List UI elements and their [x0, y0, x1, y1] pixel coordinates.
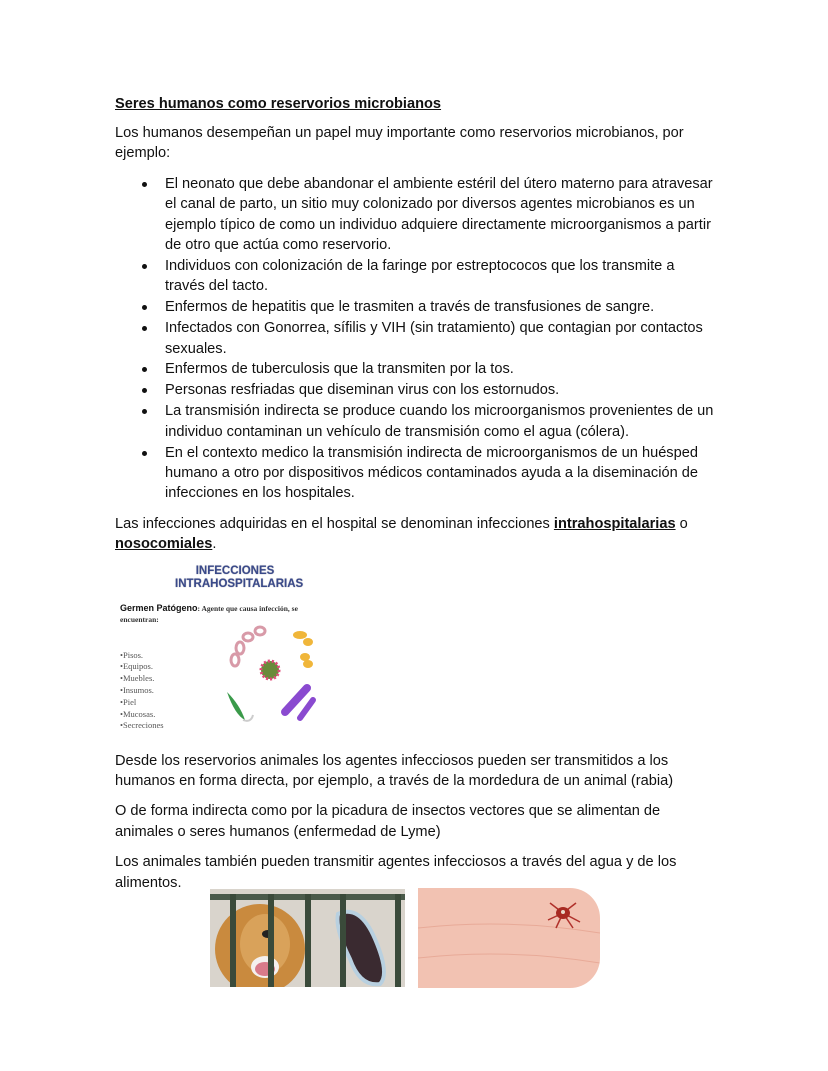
- germen-desc: : Agente que causa infección, se encuentran:: [120, 603, 298, 624]
- text: .: [212, 536, 217, 553]
- germen-label: Germen Patógeno: [120, 602, 198, 613]
- images-row: [115, 893, 715, 993]
- list-item: La transmisión indirecta se produce cuando los microorganismos provenientes de un individuo contaminan un vehículo de transmisión como el agua (cólera).: [165, 401, 715, 442]
- list-item: Enfermos de hepatitis que le trasmiten a través de transfusiones de sangre.: [165, 297, 715, 317]
- reservoir-list: [115, 174, 715, 504]
- list-item: En el contexto medico la transmisión indirecta de microorganismos de un huésped humano a otro por dispositivos médicos contaminados ayuda a la diseminación de infecciones en los hospitales.: [165, 443, 715, 504]
- text: Las infecciones adquiridas en el hospital se denominan infecciones: [115, 515, 554, 532]
- paragraph-direct: Desde los reservorios animales los agentes infecciosos pueden ser transmitidos a los humanos en forma directa, por ejemplo, a través de la mordedura de un animal (rabia): [115, 752, 674, 790]
- tick-on-skin-image: [418, 888, 600, 988]
- list-item: •Equipos.: [120, 661, 153, 672]
- location-list: [120, 650, 164, 733]
- list-item: El neonato que debe abandonar el ambiente estéril del útero materno para atravesar el canal de parto, un sitio muy colonizado por diversos agentes microbianos es un ejemplo típico de como un individuo adquiere directamente microorganismos a partir de otro que actúa como reservorio.: [165, 174, 715, 256]
- document-page: [115, 94, 715, 993]
- list-item: Individuos con colonización de la faringe por estreptococos que los transmite a través del tacto.: [165, 256, 715, 297]
- nosocomial-paragraph: [115, 514, 715, 555]
- paragraph-water-food: Los animales también pueden transmitir agentes infecciosos a través del agua y de los alimentos.: [115, 854, 677, 891]
- microbes-illustration: [215, 620, 335, 725]
- list-item: •Pisos.: [120, 649, 144, 660]
- list-item: •Piel: [120, 696, 137, 707]
- list-item: •Insumos.: [120, 685, 154, 696]
- infographic-image: [115, 564, 335, 731]
- paragraph-indirect: O de forma indirecta como por la picadura de insectos vectores que se alimentan de animales o seres humanos (enfermedad de Lyme): [115, 803, 661, 840]
- list-item: Enfermos de tuberculosis que la transmiten por la tos.: [165, 359, 715, 379]
- list-item: Personas resfriadas que diseminan virus con los estornudos.: [165, 380, 715, 400]
- list-item: Infectados con Gonorrea, sífilis y VIH (sin tratamiento) que contagian por contactos sexuales.: [165, 318, 715, 359]
- term-intrahospitalarias: intrahospitalarias: [553, 515, 676, 532]
- dog-bacteria-image: [210, 889, 405, 987]
- intro-paragraph: Los humanos desempeñan un papel muy importante como reservorios microbianos, por ejemplo:: [115, 125, 684, 162]
- text: o: [675, 515, 688, 532]
- section-title: Seres humanos como reservorios microbianos: [115, 96, 442, 112]
- term-nosocomiales: nosocomiales: [115, 536, 213, 553]
- list-item: •Mucosas.: [120, 708, 156, 719]
- list-item: •Muebles.: [120, 673, 155, 684]
- infographic-title: INFECCIONES INTRAHOSPITALARIAS: [175, 564, 304, 590]
- list-item: •Secreciones: [120, 720, 164, 731]
